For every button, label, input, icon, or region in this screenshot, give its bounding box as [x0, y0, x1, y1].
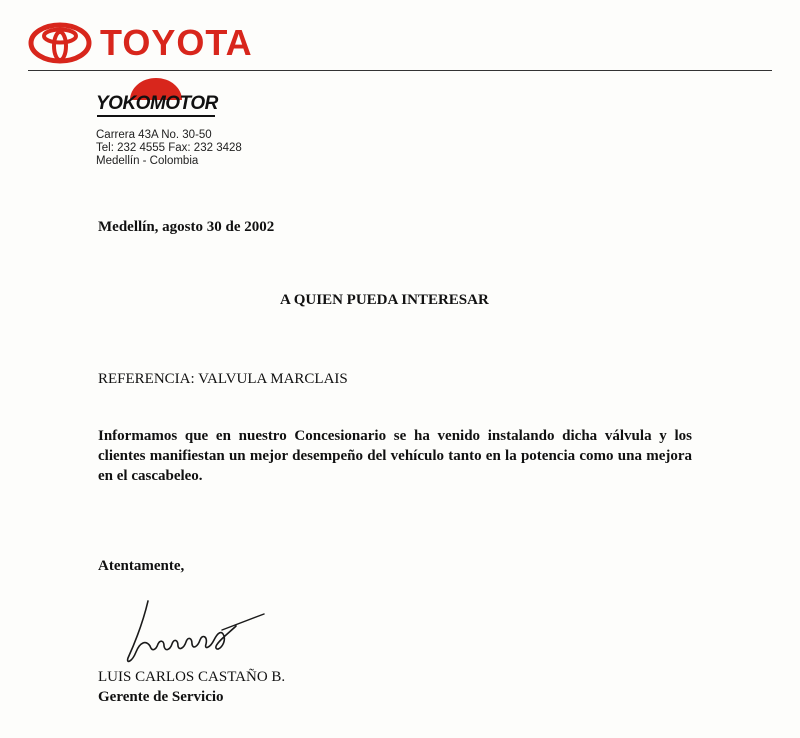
address-line-street: Carrera 43A No. 30-50 — [96, 129, 212, 141]
letter-closing: Atentamente, — [98, 558, 185, 574]
header-divider — [28, 70, 772, 71]
yokomotor-wordmark: YOKOMOTOR — [96, 93, 218, 114]
signer-title: Gerente de Servicio — [98, 689, 224, 705]
letter-reference: REFERENCIA: VALVULA MARCLAIS — [98, 371, 348, 387]
toyota-emblem-logo — [28, 22, 92, 64]
signer-name: LUIS CARLOS CASTAÑO B. — [98, 669, 286, 685]
letter-salutation: A QUIEN PUEDA INTERESAR — [280, 292, 489, 308]
letter-body-paragraph: Informamos que en nuestro Concesionario se ha venido instalando dicha válvula y los clientes manifiestan un mejor desempeño del vehículo tanto en la potencia como una mejora en el cascabeleo. — [98, 428, 692, 484]
handwritten-signature — [118, 596, 268, 666]
address-line-city: Medellín - Colombia — [96, 155, 199, 167]
address-line-phone: Tel: 232 4555 Fax: 232 3428 — [96, 142, 242, 154]
yokomotor-underline — [97, 115, 215, 117]
toyota-wordmark: TOYOTA — [100, 22, 253, 63]
letter-date: Medellín, agosto 30 de 2002 — [98, 219, 275, 235]
